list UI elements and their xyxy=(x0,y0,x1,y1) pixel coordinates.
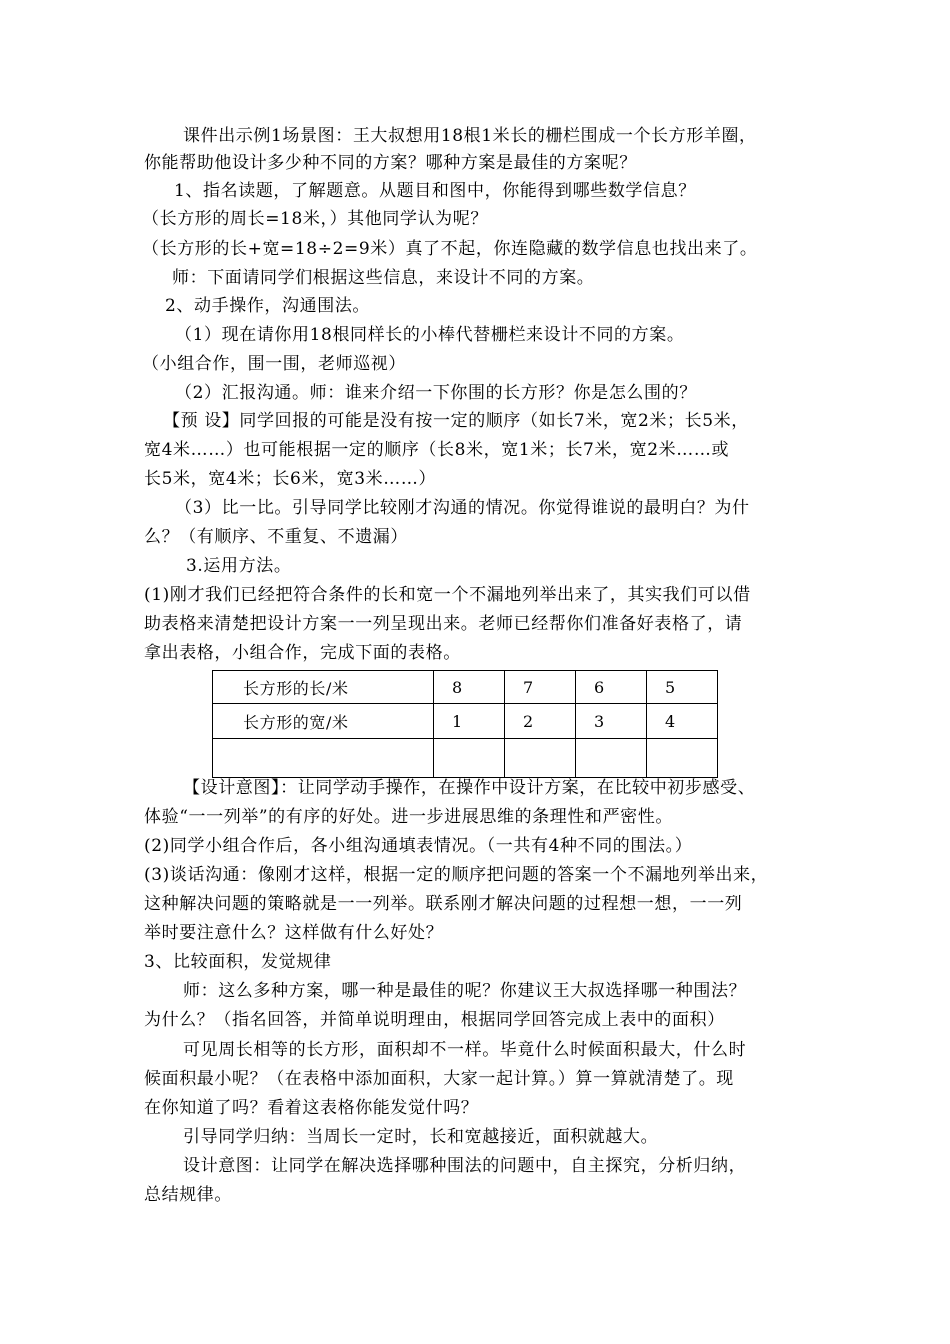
paragraph-line: 你能帮助他设计多少种不同的方案？哪种方案是最佳的方案呢？ xyxy=(144,153,637,173)
table-cell xyxy=(576,739,647,778)
paragraph-line: 设计意图：让同学在解决选择哪种围法的问题中，自主探究，分析归纳， xyxy=(183,1156,747,1176)
paragraph-line: 2、动手操作，沟通围法。 xyxy=(165,296,371,316)
paragraph-line: 引导同学归纳：当周长一定时，长和宽越接近，面积就越大。 xyxy=(183,1127,659,1147)
paragraph-line: （3）比一比。引导同学比较刚才沟通的情况。你觉得谁说的最明白？为什 xyxy=(175,498,750,518)
paragraph-line: 拿出表格，小组合作，完成下面的表格。 xyxy=(144,643,461,663)
table-cell: 8 xyxy=(434,671,505,704)
paragraph-line: 可见周长相等的长方形，面积却不一样。毕竟什么时候面积最大，什么时 xyxy=(183,1040,747,1060)
table-cell: 7 xyxy=(505,671,576,704)
table-cell: 3 xyxy=(576,704,647,739)
table-cell: 4 xyxy=(647,704,718,739)
paragraph-line: （小组合作，围一围，老师巡视） xyxy=(142,354,406,374)
table-cell xyxy=(213,739,434,778)
table-row xyxy=(213,704,718,739)
paragraph-line: 1、指名读题，了解题意。从题目和图中，你能得到哪些数学信息？ xyxy=(174,181,696,201)
table-cell xyxy=(505,739,576,778)
paragraph-line: (3)谈话沟通：像刚才这样，根据一定的顺序把问题的答案一个不漏地列举出来， xyxy=(144,865,769,885)
paragraph-line: （2）汇报沟通。师：谁来介绍一下你围的长方形？你是怎么围的？ xyxy=(175,383,697,403)
paragraph-line: 助表格来清楚把设计方案一一列呈现出来。老师已经帮你们准备好表格了，请 xyxy=(144,614,743,634)
paragraph-line: 在你知道了吗？看着这表格你能发觉什吗？ xyxy=(144,1098,479,1118)
paragraph-line: （1）现在请你用18根同样长的小棒代替栅栏来设计不同的方案。 xyxy=(175,325,685,345)
table-cell xyxy=(647,739,718,778)
paragraph-line: 总结规律。 xyxy=(144,1185,232,1205)
paragraph-line: 体验“一一列举”的有序的好处。进一步进展思维的条理性和严密性。 xyxy=(144,807,673,827)
table-cell: 2 xyxy=(505,704,576,739)
table-cell: 长方形的宽/米 xyxy=(213,704,434,739)
paragraph-line: 【设计意图】：让同学动手操作，在操作中设计方案，在比较中初步感受、 xyxy=(183,778,756,798)
paragraph-line: (1)刚才我们已经把符合条件的长和宽一个不漏地列举出来了，其实我们可以借 xyxy=(144,585,751,605)
table-row xyxy=(213,671,718,704)
table-cell xyxy=(434,739,505,778)
paragraph-line: (2)同学小组合作后，各小组沟通填表情况。（一共有4种不同的围法。） xyxy=(144,836,693,856)
table-cell: 6 xyxy=(576,671,647,704)
table-cell: 1 xyxy=(434,704,505,739)
table-cell: 5 xyxy=(647,671,718,704)
paragraph-line: 这种解决问题的策略就是一一列举。联系刚才解决问题的过程想一想，一一列 xyxy=(144,894,743,914)
paragraph-line: 师：下面请同学们根据这些信息，来设计不同的方案。 xyxy=(172,268,595,288)
paragraph-line: 课件出示例1场景图：王大叔想用18根1米长的栅栏围成一个长方形羊圈， xyxy=(183,126,757,146)
paragraph-line: （长方形的长+宽=18÷2=9米）真了不起，你连隐藏的数学信息也找出来了。 xyxy=(142,239,758,259)
table-row xyxy=(213,739,718,778)
paragraph-line: 师：这么多种方案，哪一种是最佳的呢？你建议王大叔选择哪一种围法？ xyxy=(183,981,747,1001)
paragraph-line: 候面积最小呢？（在表格中添加面积，大家一起计算。）算一算就清楚了。现 xyxy=(144,1069,734,1089)
paragraph-line: 长5米，宽4米；长6米，宽3米……） xyxy=(144,469,437,489)
table-cell: 长方形的长/米 xyxy=(213,671,434,704)
paragraph-line: （长方形的周长=18米，）其他同学认为呢？ xyxy=(142,209,488,229)
paragraph-line: 宽4米……）也可能根据一定的顺序（长8米，宽1米；长7米，宽2米……或 xyxy=(144,440,730,460)
paragraph-line: 举时要注意什么？这样做有什么好处？ xyxy=(144,923,444,943)
design-table xyxy=(212,670,718,778)
paragraph-line: 为什么？（指名回答，并简单说明理由，根据同学回答完成上表中的面积） xyxy=(144,1010,725,1030)
paragraph-line: 么？（有顺序、不重复、不遗漏） xyxy=(144,527,408,547)
paragraph-line: 【预 设】同学回报的可能是没有按一定的顺序（如长7米，宽2米；长5米， xyxy=(163,411,749,431)
paragraph-line: 3、比较面积，发觉规律 xyxy=(144,952,332,972)
paragraph-line: 3.运用方法。 xyxy=(186,556,292,576)
